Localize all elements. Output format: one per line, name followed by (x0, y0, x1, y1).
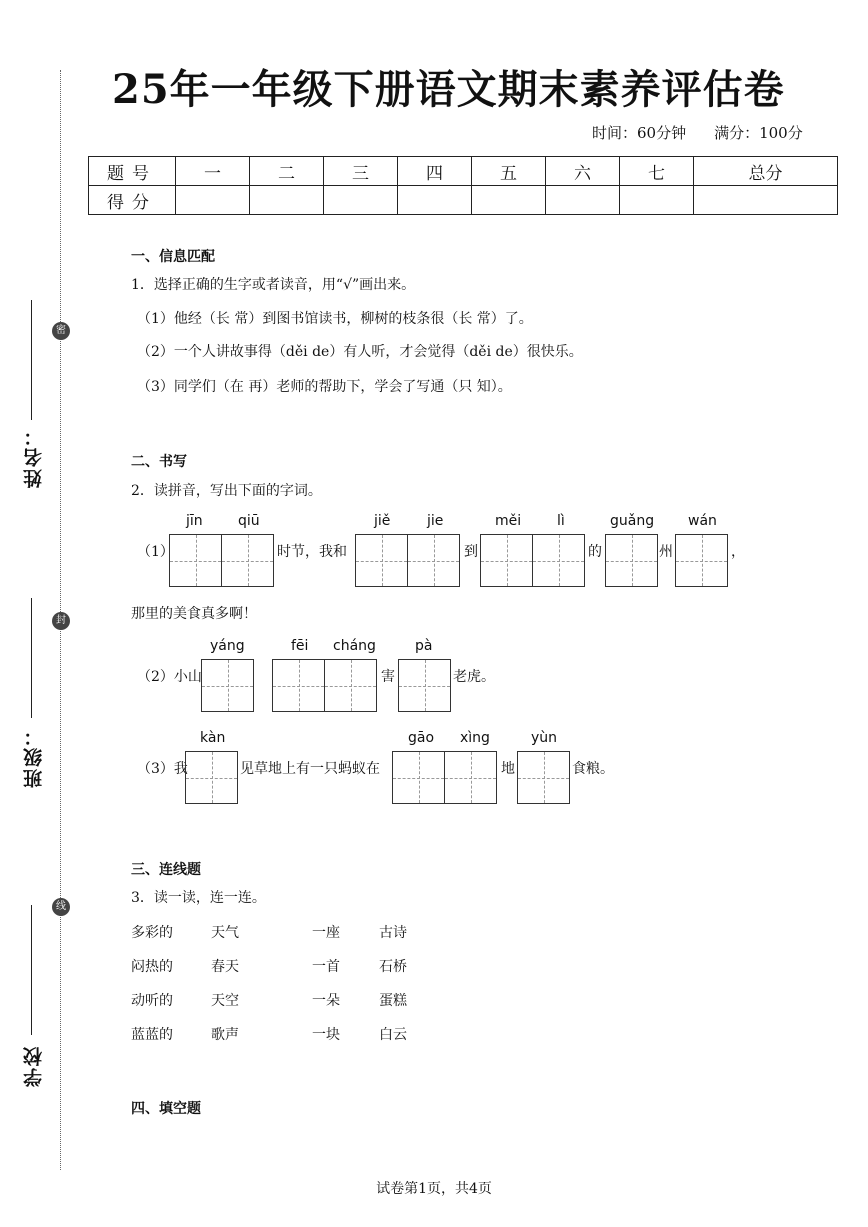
pinyin: xìng (460, 730, 490, 746)
writing-grid[interactable] (675, 534, 728, 587)
score-table (88, 156, 838, 215)
score-input-cell[interactable] (176, 186, 250, 215)
pinyin: fēi (291, 638, 309, 654)
writing-cell[interactable] (169, 534, 222, 587)
writing-cell[interactable] (407, 534, 460, 587)
score-cell: 五 (472, 157, 546, 186)
score-input-cell[interactable] (620, 186, 694, 215)
class-label: 班级： (23, 725, 45, 788)
seal-mark-xian: 线 (52, 898, 70, 916)
writing-grid[interactable] (201, 659, 254, 712)
row2-text: （2）小山 (137, 669, 202, 685)
page-title: 25年一年级下册语文期末素养评估卷 (112, 66, 785, 113)
score-cell: 四 (398, 157, 472, 186)
writing-cell[interactable] (272, 659, 325, 712)
writing-grid[interactable] (185, 751, 238, 804)
row2-text: 害 (381, 669, 395, 685)
question-1-item: （1）他经（长 常）到图书馆读书，柳树的枝条很（长 常）了。 (137, 311, 533, 327)
score-input-cell[interactable] (324, 186, 398, 215)
pinyin: yùn (531, 730, 558, 746)
writing-grid[interactable] (392, 751, 497, 804)
row3-text: 地 (501, 761, 515, 777)
writing-grid[interactable] (398, 659, 451, 712)
writing-cell[interactable] (532, 534, 585, 587)
writing-grid[interactable] (169, 534, 274, 587)
writing-cell[interactable] (355, 534, 408, 587)
match-object[interactable]: 白云 (379, 1027, 407, 1043)
writing-grid[interactable] (355, 534, 460, 587)
row1-text: 州 (659, 544, 673, 560)
writing-grid[interactable] (605, 534, 658, 587)
writing-cell[interactable] (185, 751, 238, 804)
section-4-title: 四、填空题 (131, 1101, 201, 1117)
row3-text: 见草地上有一只蚂蚁在 (240, 761, 380, 777)
writing-cell[interactable] (392, 751, 445, 804)
row1-continuation: 那里的美食真多啊！ (131, 606, 257, 622)
row2-text: 老虎。 (453, 669, 495, 685)
writing-cell[interactable] (675, 534, 728, 587)
writing-cell[interactable] (221, 534, 274, 587)
writing-cell[interactable] (605, 534, 658, 587)
pinyin: jie (427, 513, 444, 529)
score-input-cell[interactable] (472, 186, 546, 215)
score-input-cell[interactable] (398, 186, 472, 215)
score-cell: 三 (324, 157, 398, 186)
match-object[interactable]: 蛋糕 (379, 993, 407, 1009)
class-blank-line (31, 598, 32, 718)
match-measure[interactable]: 一座 (312, 925, 340, 941)
score-cell: 二 (250, 157, 324, 186)
score-input-cell[interactable] (250, 186, 324, 215)
match-measure[interactable]: 一块 (312, 1027, 340, 1043)
score-row-label: 得分 (89, 186, 176, 215)
seal-mark-mi: 密 (52, 322, 70, 340)
score-input-cell[interactable] (694, 186, 838, 215)
seal-mark-feng: 封 (52, 612, 70, 630)
match-adjective[interactable]: 蓝蓝的 (131, 1027, 173, 1043)
match-noun[interactable]: 歌声 (211, 1027, 239, 1043)
row1-text: 时节，我和 (277, 544, 347, 560)
row1-text: 的 (588, 544, 602, 560)
pinyin: kàn (200, 730, 226, 746)
score-cell: 一 (176, 157, 250, 186)
section-3-title: 三、连线题 (131, 862, 201, 878)
section-2-title: 二、书写 (131, 454, 187, 470)
writing-cell[interactable] (444, 751, 497, 804)
pinyin: qiū (238, 513, 260, 529)
score-table-header-row (89, 157, 838, 186)
pinyin: guǎng (610, 513, 655, 529)
writing-grid[interactable] (272, 659, 377, 712)
match-measure[interactable]: 一首 (312, 959, 340, 975)
writing-cell[interactable] (201, 659, 254, 712)
score-cell: 题号 (89, 157, 176, 186)
score-cell: 七 (620, 157, 694, 186)
pinyin: jīn (186, 513, 203, 529)
match-adjective[interactable]: 闷热的 (131, 959, 173, 975)
row1-number: （1） (137, 544, 174, 560)
school-label: 学校 (23, 1045, 45, 1087)
writing-grid[interactable] (480, 534, 585, 587)
writing-cell[interactable] (324, 659, 377, 712)
writing-cell[interactable] (517, 751, 570, 804)
question-3: 3．读一读，连一连。 (131, 890, 266, 906)
row3-text: （3）我 (137, 761, 188, 777)
pinyin: gāo (408, 730, 435, 746)
pinyin: měi (495, 513, 522, 529)
pinyin: cháng (333, 638, 376, 654)
question-1-item: （3）同学们（在 再）老师的帮助下，学会了写通（只 知）。 (137, 379, 512, 395)
question-1-item: （2）一个人讲故事得（děi de）有人听，才会觉得（děi de）很快乐。 (137, 344, 583, 360)
row1-text: ， (731, 544, 745, 560)
match-noun[interactable]: 春天 (211, 959, 239, 975)
row3-text: 食粮。 (572, 761, 614, 777)
writing-grid[interactable] (517, 751, 570, 804)
name-blank-line (31, 300, 32, 420)
row1-text: 到 (464, 544, 478, 560)
score-cell: 六 (546, 157, 620, 186)
score-table-score-row (89, 186, 838, 215)
match-object[interactable]: 石桥 (379, 959, 407, 975)
name-label: 姓名： (23, 425, 45, 488)
pinyin: wán (688, 513, 717, 529)
match-measure[interactable]: 一朵 (312, 993, 340, 1009)
pinyin: yáng (210, 638, 245, 654)
match-noun[interactable]: 天气 (211, 925, 239, 941)
section-1-title: 一、信息匹配 (131, 249, 215, 265)
question-2: 2．读拼音，写出下面的字词。 (131, 483, 322, 499)
pinyin: pà (415, 638, 433, 654)
writing-cell[interactable] (480, 534, 533, 587)
match-object[interactable]: 古诗 (379, 925, 407, 941)
time-limit: 时间：60分钟 (592, 124, 687, 142)
score-input-cell[interactable] (546, 186, 620, 215)
pinyin: lì (557, 513, 565, 529)
score-cell: 总分 (694, 157, 838, 186)
exam-meta (592, 122, 803, 143)
question-1: 1．选择正确的生字或者读音，用“√”画出来。 (131, 277, 416, 293)
page-footer: 试卷第1页，共4页 (376, 1181, 492, 1197)
match-adjective[interactable]: 多彩的 (131, 925, 173, 941)
school-blank-line (31, 905, 32, 1035)
match-adjective[interactable]: 动听的 (131, 993, 173, 1009)
writing-cell[interactable] (398, 659, 451, 712)
match-noun[interactable]: 天空 (211, 993, 239, 1009)
pinyin: jiě (374, 513, 391, 529)
full-score: 满分：100分 (714, 124, 803, 142)
